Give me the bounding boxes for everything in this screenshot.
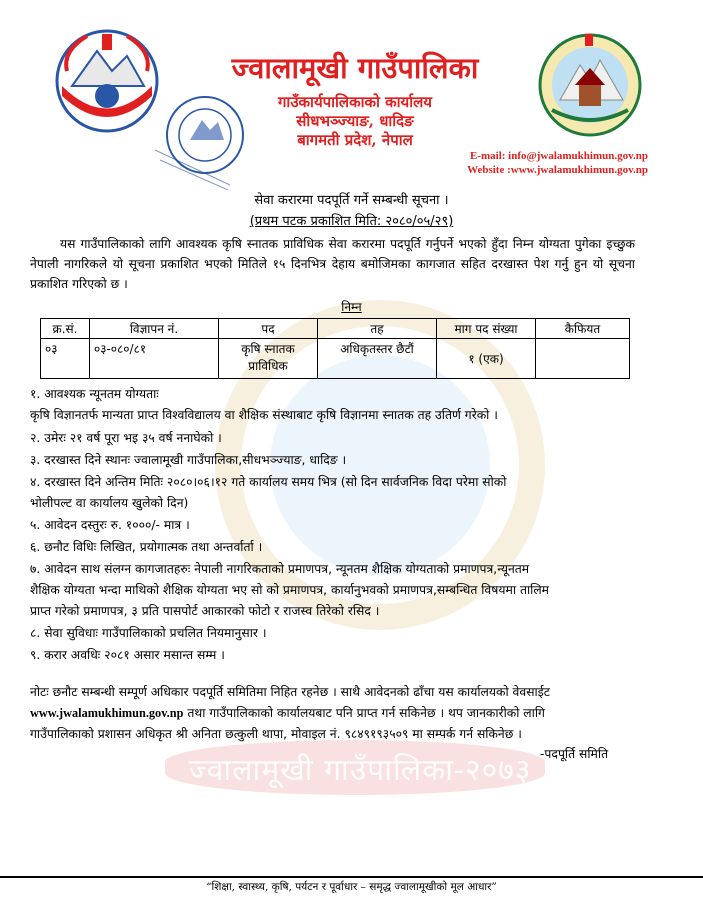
deadline-continuation: भोलीपल्ट वा कार्यालय खुलेको दिन)	[30, 496, 189, 510]
table-header-row	[41, 319, 630, 339]
table-row	[41, 339, 630, 379]
watermark-text: ज्वालामूखी गाउँपालिका-२०७३	[188, 753, 532, 788]
selection-method: ६. छनौट विधिः लिखित, प्रयोगात्मक तथा अन्तर्वार्ता ।	[30, 540, 263, 554]
office-name: गाउँकार्यपालिकाको कार्यालय	[277, 93, 432, 111]
footer-divider	[0, 876, 703, 878]
documents-line-1: ७. आवेदन साथ संलग्न कागजातहरुः नेपाली नागरिकताको प्रमाणपत्र, न्यूनतम शैक्षिक योग्यताको प्रमाणपत्र,न्यूनतम	[30, 562, 530, 576]
qualification-text: कृषि विज्ञानतर्फ मान्यता प्राप्त विश्वविद्यालय वा शैक्षिक संस्थाबाट कृषि विज्ञानमा स्नातक तह उतिर्ण गरेको ।	[30, 408, 498, 422]
email-link[interactable]: E-mail: info@jwalamukhimun.gov.np	[469, 150, 648, 162]
cell-post: कृषि स्नातक प्राविधिक	[219, 339, 318, 379]
cell-count: १ (एक)	[437, 339, 536, 379]
cell-advert-no: ०३-०८०/८१	[90, 339, 219, 379]
application-fee: ५. आवेदन दस्तुरः रु. १०००/- मात्र ।	[30, 518, 190, 532]
deadline-line: ४. दरखास्त दिने अन्तिम मितिः २०८०।०६।१२ गते कार्यालय समय भित्र (सो दिन सार्वजनिक विदा परेमा सोको	[30, 475, 507, 489]
col-level: तह	[318, 319, 437, 339]
col-sn: क्र.सं.	[41, 319, 90, 339]
notice-heading: सेवा करारमा पदपूर्ति गर्ने सम्बन्धी सूचना ।	[254, 193, 449, 208]
qualification-heading: १. आवश्यक न्यूनतम योग्यताः	[30, 387, 159, 401]
note-line-3: गाउँपालिकाको प्रशासन अधिकृत श्री अनिता छत्कुली थापा, मोवाइल नं. ९८४९१९३५०९ मा सम्पर्क गर्न सकिनेछ ।	[30, 727, 522, 741]
col-advert-no: विज्ञापन नं.	[90, 319, 219, 339]
office-address: सीधभञ्ज्याङ, धादिङ	[296, 112, 414, 130]
footer-motto: “शिक्षा, स्वास्थ्य, कृषि, पर्यटन र पूर्वाधार – समृद्ध ज्वालामूखीको मूल आधार”	[206, 881, 497, 893]
note-line-2	[30, 703, 640, 723]
contract-period: ९. करार अवधिः २०८१ असार मसान्त सम्म ।	[30, 648, 225, 662]
col-count: माग पद संख्या	[437, 319, 536, 339]
website-url-link[interactable]: www.jwalamukhimun.gov.np	[30, 706, 184, 720]
nepal-emblem-logo	[52, 26, 162, 136]
documents-line-3: प्राप्त गरेको प्रमाणपत्र, ३ प्रति पासपोर्ट आकारको फोटो र राजस्व तिरेको रसिद ।	[30, 604, 380, 618]
municipality-logo	[535, 30, 645, 140]
municipality-title: ज्वालामूखी गाउँपालिका	[231, 51, 479, 85]
office-province: बागमती प्रदेश, नेपाल	[297, 131, 413, 149]
website-link[interactable]: Website :www.jwalamukhimun.gov.np	[467, 164, 648, 176]
vacancy-table	[40, 318, 630, 379]
note-line-1: नोटः छनौट सम्बन्धी सम्पूर्ण अधिकार पदपूर्ति समितिमा निहित रहनेछ । साथै आवेदनको ढाँचा यस कार्यालयको वेवसाईट	[30, 685, 550, 699]
age-requirement: २. उमेरः २१ वर्ष पूरा भइ ३५ वर्ष ननाघेको ।	[30, 431, 222, 445]
application-place: ३. दरखास्त दिने स्थानः ज्वालामूखी गाउँपालिका,सीधभञ्ज्याङ, धादिङ ।	[30, 453, 347, 467]
note-line-2-text: तथा गाउँपालिकाको कार्यालयबाट पनि प्राप्त गर्न सकिनेछ । थप जानकारीको लागि	[183, 706, 545, 720]
cell-remarks	[536, 339, 630, 379]
nimna-label: निम्न	[341, 300, 362, 314]
publish-date-line: (प्रथम पटक प्रकाशित मिति: २०८०/०५/२९)	[249, 214, 454, 229]
signature: -पदपूर्ति समिति	[540, 747, 609, 761]
col-remarks: कैफियत	[536, 319, 630, 339]
cell-level: अधिकृतस्तर छैटौं	[318, 339, 437, 379]
intro-paragraph: यस गाउँपालिकाको लागि आवश्यक कृषि स्नातक प्राविधिक सेवा करारमा पदपूर्ति गर्नुपर्ने भएको हुँदा निम्न योग्यता पुगेका इच्छुक नेपाली नागरिकले यो सूचना प्रकाशित भएको मितिले १५ दिनभित्र देहाय बमोजिमका कागजात सहित दरखास्त पेश गर्नु हुन यो सूचना प्रकाशित गरिएको छ ।	[30, 237, 635, 291]
documents-line-2: शैक्षिक योग्यता भन्दा माथिको शैक्षिक योग्यता भए सो को प्रमाणपत्र, कार्यानुभवको प्रमाणपत्र,सम्बन्धित विषयमा तालिम	[30, 583, 550, 597]
cell-sn: ०३	[41, 339, 90, 379]
col-post: पद	[219, 319, 318, 339]
service-benefits: ८. सेवा सुविधाः गाउँपालिकाको प्रचलित नियमानुसार ।	[30, 626, 267, 640]
